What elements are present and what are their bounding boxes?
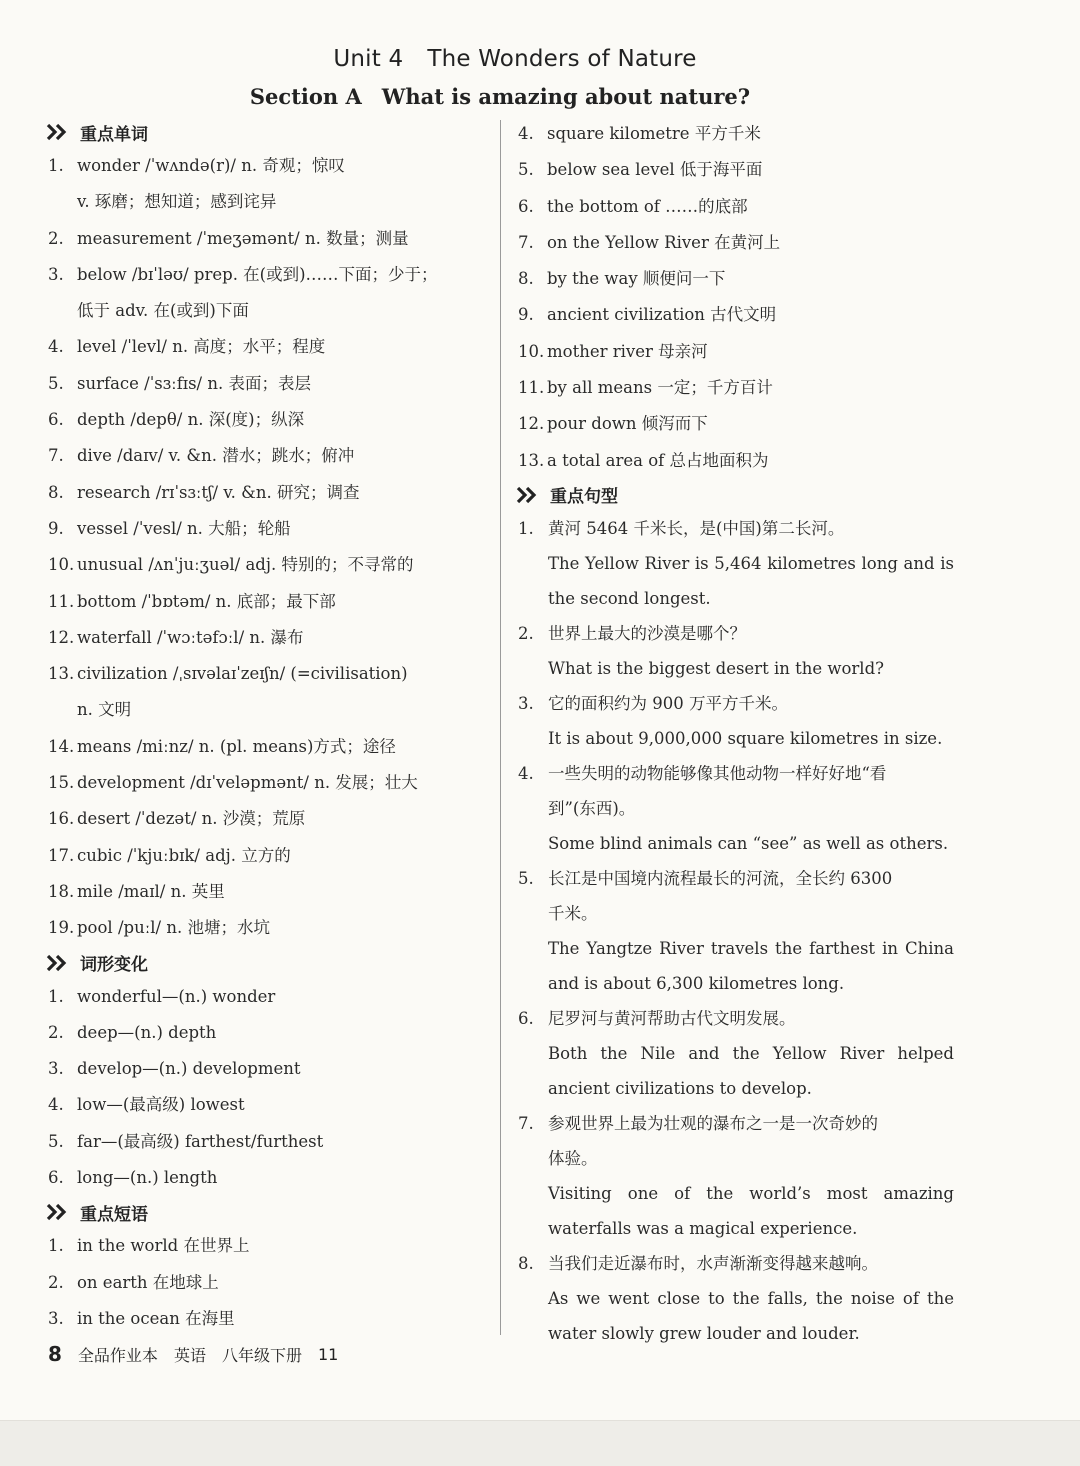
entry-line: [48, 656, 488, 692]
item-text: in the ocean 在海里: [77, 1308, 235, 1328]
item-number: 1.: [48, 156, 64, 175]
entry-line: [518, 297, 954, 333]
item-number: 8.: [518, 269, 534, 289]
list-item: [48, 656, 488, 729]
list-item: [48, 402, 488, 438]
item-text: pool /puːl/ n. 池塘；水坑: [77, 918, 270, 938]
list-item: [518, 152, 954, 188]
sentence-zh: [518, 686, 954, 721]
entry-line: [48, 1228, 488, 1264]
item-text: vessel /ˈvesl/ n. 大船；轮船: [77, 518, 291, 538]
sentence-en: Visiting one of the world’s most amazing waterfalls was a magical experience.: [548, 1183, 954, 1238]
sentence-zh-text: 当我们走近瀑布时，水声渐渐变得越来越响。: [548, 1253, 878, 1273]
list-item: [518, 297, 954, 333]
sentence-number: 1.: [518, 518, 534, 538]
item-number: 5.: [48, 373, 64, 393]
section-label: Section A: [249, 84, 362, 109]
entry-line: [48, 910, 488, 946]
item-continuation: v. 琢磨；想知道；感到诧异: [77, 192, 277, 212]
column-divider: [500, 120, 501, 1335]
list-item: [518, 406, 954, 442]
list-item: [48, 1228, 488, 1264]
item-text: mother river 母亲河: [547, 341, 708, 361]
sentence-item: [518, 1001, 954, 1106]
forms-heading: 词形变化: [48, 947, 488, 979]
item-text: square kilometre 平方千米: [547, 124, 761, 143]
entry-line: [518, 261, 954, 297]
item-number: 4.: [48, 1095, 64, 1115]
sentence-en: What is the biggest desert in the world?: [548, 658, 884, 678]
entry-line: [518, 443, 954, 479]
entry-line: [48, 402, 488, 438]
sentence-zh: [518, 616, 954, 651]
list-item: [48, 475, 488, 511]
item-text: unusual /ʌnˈjuːʒuəl/ adj. 特别的；不寻常的: [77, 555, 414, 575]
item-text: the bottom of ……的底部: [547, 196, 748, 216]
item-text: bottom /ˈbɒtəm/ n. 底部；最下部: [77, 591, 336, 611]
list-item: [48, 1265, 488, 1301]
item-number: 8.: [48, 482, 64, 502]
entry-line: [48, 511, 488, 547]
item-text: measurement /ˈmeʒəmənt/ n. 数量；测量: [77, 228, 409, 248]
list-item: [48, 765, 488, 801]
sentence-en: It is about 9,000,000 square kilometres in size.: [548, 728, 943, 748]
sentence-item: [518, 861, 954, 1001]
sentence-zh-continuation: 体验。: [548, 1148, 598, 1168]
list-item: [48, 329, 488, 365]
list-item: [48, 438, 488, 474]
sentence-number: 6.: [518, 1008, 534, 1028]
item-text: by the way 顺便问一下: [547, 269, 726, 289]
item-number: 10.: [48, 555, 75, 575]
list-item: [48, 511, 488, 547]
entry-line: [48, 874, 488, 910]
list-item: [48, 1301, 488, 1337]
entry-line: [48, 620, 488, 656]
item-number: 4.: [518, 124, 534, 143]
book-code: 11: [317, 1344, 339, 1364]
page-footer: [48, 1340, 354, 1368]
item-text: in the world 在世界上: [77, 1236, 250, 1256]
list-item: [48, 620, 488, 656]
sentence-en: The Yangtze River travels the farthest in China and is about 6,300 kilometres long.: [548, 938, 954, 993]
page-bottom-margin: [0, 1420, 1080, 1466]
sentence-number: 8.: [518, 1253, 534, 1273]
entry-line: [48, 366, 488, 402]
list-item: [48, 874, 488, 910]
entry-line: [518, 225, 954, 261]
item-text: below sea level 低于海平面: [547, 160, 763, 180]
list-item: [518, 116, 954, 152]
list-item: [518, 225, 954, 261]
sentence-item: [518, 1106, 954, 1246]
item-number: 3.: [48, 264, 64, 284]
phrases-list: [48, 1228, 488, 1337]
item-text: far—(最高级) farthest/furthest: [77, 1131, 324, 1151]
item-number: 18.: [48, 881, 75, 901]
list-item: [48, 910, 488, 946]
item-number: 6.: [48, 410, 64, 430]
sentence-number: 5.: [518, 868, 534, 888]
item-number: 4.: [48, 337, 64, 357]
item-number: 19.: [48, 918, 75, 938]
sentence-zh: [518, 1001, 954, 1036]
item-number: 13.: [518, 450, 545, 470]
list-item: [48, 1015, 488, 1051]
item-number: 7.: [518, 232, 534, 252]
entry-line: [48, 547, 488, 583]
sentence-zh: [518, 1246, 954, 1281]
sentences-heading: 重点句型: [518, 479, 954, 511]
item-number: 5.: [48, 1131, 64, 1151]
sentence-zh-text: 世界上最大的沙漠是哪个？: [548, 623, 746, 643]
item-text: develop—(n.) development: [77, 1059, 301, 1079]
entry-line: [518, 370, 954, 406]
list-item: [48, 366, 488, 402]
entry-line: [518, 152, 954, 188]
sentence-zh-text: 它的面积约为 900 万平方千米。: [548, 693, 788, 713]
entry-line: [48, 475, 488, 511]
sentence-number: 4.: [518, 763, 534, 783]
sentence-zh: [518, 511, 954, 546]
double-chevron-icon: [44, 1202, 74, 1222]
sentence-number: 3.: [518, 693, 534, 713]
list-item: [48, 801, 488, 837]
item-number: 17.: [48, 845, 75, 865]
item-number: 15.: [48, 773, 75, 793]
item-text: means /miːnz/ n. (pl. means)方式；途径: [77, 736, 396, 756]
item-number: 1.: [48, 1236, 64, 1256]
list-item: [48, 729, 488, 765]
item-continuation: 低于 adv. 在(或到)下面: [77, 301, 249, 321]
item-text: below /bɪˈləʊ/ prep. 在(或到)……下面；少于；: [77, 264, 438, 284]
list-item: [48, 221, 488, 257]
item-number: 11.: [518, 378, 545, 398]
section-title: [0, 84, 1000, 109]
subject-name: 英语: [173, 1345, 206, 1365]
sentence-zh-text: 一些失明的动物能够像其他动物一样好好地“看: [548, 763, 887, 783]
section-name: What is amazing about nature?: [381, 84, 751, 109]
item-text: waterfall /ˈwɔːtəfɔːl/ n. 瀑布: [77, 627, 304, 647]
item-number: 3.: [48, 1059, 64, 1079]
sentence-zh-text: 尼罗河与黄河帮助古代文明发展。: [548, 1008, 796, 1028]
list-item: [48, 584, 488, 620]
list-item: [518, 261, 954, 297]
vocab-list: [48, 148, 488, 947]
entry-line: [48, 584, 488, 620]
item-continuation: n. 文明: [77, 700, 132, 720]
sentence-zh-continuation: 到”(东西)。: [548, 798, 636, 818]
entry-line: [48, 1265, 488, 1301]
list-item: [48, 1051, 488, 1087]
item-number: 14.: [48, 736, 75, 756]
item-text: a total area of 总占地面积为: [547, 450, 769, 470]
item-text: cubic /ˈkjuːbɪk/ adj. 立方的: [77, 845, 291, 865]
item-text: wonder /ˈwʌndə(r)/ n. 奇观；惊叹: [77, 156, 345, 175]
item-number: 13.: [48, 664, 75, 684]
entry-line: [48, 148, 488, 184]
sentence-en: Both the Nile and the Yellow River helped ancient civilizations to develop.: [548, 1043, 954, 1098]
item-number: 2.: [48, 1022, 64, 1042]
item-number: 5.: [518, 160, 534, 180]
entry-line: [48, 221, 488, 257]
double-chevron-icon: [44, 953, 74, 973]
sentence-zh-text: 黄河 5464 千米长，是(中国)第二长河。: [548, 518, 845, 538]
item-number: 3.: [48, 1308, 64, 1328]
item-text: surface /ˈsɜːfɪs/ n. 表面；表层: [77, 373, 311, 393]
entry-line: [48, 838, 488, 874]
sentence-zh-text: 长江是中国境内流程最长的河流，全长约 6300: [548, 868, 893, 888]
item-text: research /rɪˈsɜːtʃ/ v. &n. 研究；调查: [77, 482, 360, 502]
list-item: [48, 148, 488, 221]
double-chevron-icon: [44, 122, 74, 142]
entry-line: [48, 801, 488, 837]
item-number: 2.: [48, 1272, 64, 1292]
item-text: wonderful—(n.) wonder: [77, 986, 276, 1006]
sentence-zh-text: 参观世界上最为壮观的瀑布之一是一次奇妙的: [548, 1113, 878, 1133]
entry-line: [518, 189, 954, 225]
item-text: deep—(n.) depth: [77, 1022, 217, 1042]
left-column: [48, 116, 488, 1337]
item-text: ancient civilization 古代文明: [547, 305, 777, 325]
vocab-heading: 重点单词: [48, 116, 488, 148]
list-item: [518, 189, 954, 225]
item-text: by all means 一定；千方百计: [547, 378, 773, 398]
entry-line: [518, 406, 954, 442]
list-item: [518, 370, 954, 406]
grade-name: 八年级下册: [221, 1345, 302, 1365]
entry-line: [48, 1160, 488, 1196]
entry-line: [48, 1015, 488, 1051]
entry-line: [48, 438, 488, 474]
item-number: 6.: [518, 196, 534, 216]
sentence-en: As we went close to the falls, the noise of the water slowly grew louder and louder.: [548, 1288, 954, 1343]
item-number: 2.: [48, 228, 64, 248]
entry-line: [518, 116, 954, 152]
list-item: [48, 257, 488, 330]
item-text: low—(最高级) lowest: [77, 1095, 245, 1115]
entry-line: [48, 1051, 488, 1087]
item-number: 12.: [518, 414, 545, 434]
item-number: 9.: [48, 518, 64, 538]
unit-name: The Wonders of Nature: [427, 46, 697, 72]
unit-title: [0, 46, 1030, 72]
list-item: [48, 547, 488, 583]
sentences-list: [518, 511, 954, 1351]
sentence-item: [518, 511, 954, 616]
list-item: [48, 1160, 488, 1196]
sentence-zh-continuation: 千米。: [548, 903, 598, 923]
phrases-list-continued: [518, 116, 954, 479]
item-text: dive /daɪv/ v. &n. 潜水；跳水；俯冲: [77, 446, 355, 466]
sentence-item: [518, 1246, 954, 1351]
entry-line: [48, 257, 488, 293]
forms-list: [48, 979, 488, 1197]
item-number: 11.: [48, 591, 75, 611]
entry-line: [48, 1124, 488, 1160]
item-number: 7.: [48, 446, 64, 466]
item-number: 12.: [48, 627, 75, 647]
entry-line: [48, 729, 488, 765]
entry-line: [48, 979, 488, 1015]
entry-line: [48, 765, 488, 801]
list-item: [48, 838, 488, 874]
list-item: [48, 1124, 488, 1160]
sentence-number: 2.: [518, 623, 534, 643]
sentence-item: [518, 756, 954, 861]
item-number: 9.: [518, 305, 534, 325]
sentence-item: [518, 616, 954, 686]
entry-line: [518, 334, 954, 370]
right-column: [518, 116, 954, 1351]
item-text: depth /depθ/ n. 深(度)；纵深: [77, 410, 305, 430]
item-text: long—(n.) length: [77, 1168, 218, 1188]
phrases-heading: 重点短语: [48, 1196, 488, 1228]
item-text: development /dɪˈveləpmənt/ n. 发展；壮大: [77, 773, 418, 793]
item-text: on the Yellow River 在黄河上: [547, 232, 781, 252]
entry-line: [48, 1087, 488, 1123]
double-chevron-icon: [514, 485, 544, 505]
item-text: civilization /ˌsɪvəlaɪˈzeɪʃn/ (=civilisation): [77, 664, 408, 684]
sentence-en: Some blind animals can “see” as well as others.: [548, 833, 949, 853]
sentence-zh: [518, 1106, 954, 1141]
list-item: [48, 1087, 488, 1123]
list-item: [48, 979, 488, 1015]
sentence-zh: [518, 861, 954, 896]
item-text: pour down 倾泻而下: [547, 414, 708, 434]
item-number: 10.: [518, 341, 545, 361]
item-text: desert /ˈdezət/ n. 沙漠；荒原: [77, 809, 306, 829]
unit-label: Unit 4: [333, 46, 404, 72]
list-item: [518, 443, 954, 479]
list-item: [518, 334, 954, 370]
item-number: 6.: [48, 1168, 64, 1188]
item-number: 16.: [48, 809, 75, 829]
page-number: 8: [48, 1342, 62, 1366]
entry-line: [48, 1301, 488, 1337]
entry-line: [48, 329, 488, 365]
item-text: on earth 在地球上: [77, 1272, 219, 1292]
sentence-number: 7.: [518, 1113, 534, 1133]
item-number: 1.: [48, 986, 64, 1006]
series-name: 全品作业本: [77, 1345, 158, 1365]
sentence-zh: [518, 756, 954, 791]
sentence-item: [518, 686, 954, 756]
item-text: level /ˈlevl/ n. 高度；水平；程度: [77, 337, 326, 357]
sentence-en: The Yellow River is 5,464 kilometres long and is the second longest.: [548, 553, 954, 608]
item-text: mile /maɪl/ n. 英里: [77, 881, 225, 901]
